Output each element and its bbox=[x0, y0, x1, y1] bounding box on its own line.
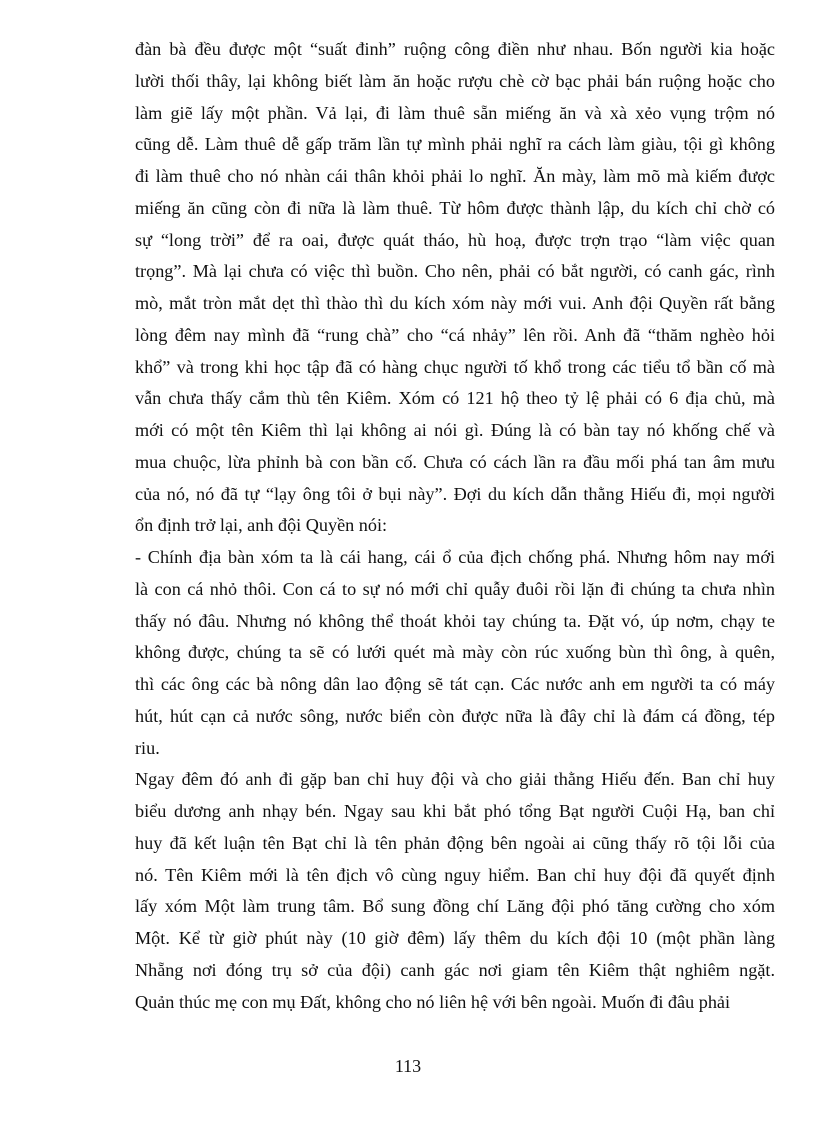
text-line: - Chính địa bàn xóm ta là cái hang, cái ổ của địch chống phá. Nhưng hôm nay mới bbox=[135, 547, 775, 567]
text-line: làm giẽ lấy một phần. Vả lại, đi làm thuê sẵn miếng ăn và xà xẻo vụng trộm nó bbox=[135, 102, 775, 123]
text-line: Nhẵng nơi đóng trụ sở của đội) canh gác nơi giam tên Kiêm thật nghiêm ngặt. bbox=[135, 959, 775, 980]
text-line: nó. Tên Kiêm mới là tên địch vô cùng nguy hiểm. Ban chỉ huy đội đã quyết định bbox=[135, 864, 775, 885]
text-line: mò, mắt tròn mắt dẹt thì thào thì du kích xóm này mới vui. Anh đội Quyền rất bằng bbox=[135, 293, 775, 313]
text-line: huy đã kết luận tên Bạt chỉ là tên phản động bên ngoài ai cũng thấy rõ tội lỗi của bbox=[135, 832, 775, 853]
text-line: đàn bà đều được một “suất đinh” ruộng công điền như nhau. Bốn người kia hoặc bbox=[135, 39, 775, 59]
text-line: riu. bbox=[135, 737, 160, 758]
text-line: sự “long trời” để ra oai, được quát tháo, hù hoạ, được trợn trạo “làm việc quan bbox=[135, 229, 775, 250]
text-line: là con cá nhỏ thôi. Con cá to sự nó mới chỉ quẫy đuôi rồi lặn đi chúng ta chưa nhìn bbox=[135, 578, 775, 599]
text-line: không được, chúng ta sẽ có lưới quét mà mày còn rúc xuống bùn thì ông, à quên, bbox=[135, 642, 775, 663]
text-line: cũng dễ. Làm thuê dễ gấp trăm lần tự mình phải nghĩ ra cách làm giàu, tội gì không bbox=[135, 134, 775, 155]
text-line: đi làm thuê cho nó nhàn cái thân khỏi phải lo nghĩ. Ăn mày, làm mõ mà kiếm được bbox=[135, 166, 775, 186]
text-line: vẫn chưa thấy cắm thù tên Kiêm. Xóm có 121 hộ theo tỷ lệ phải có 6 địa chủ, mà bbox=[135, 388, 775, 409]
page-number: 113 bbox=[394, 1056, 422, 1076]
text-line: Quản thúc mẹ con mụ Đất, không cho nó liên hệ với bên ngoài. Muốn đi đâu phải bbox=[135, 991, 731, 1012]
text-line: lười thối thây, lại không biết làm ăn hoặc rượu chè cờ bạc phải bán ruộng hoặc cho bbox=[135, 70, 775, 91]
text-line: khổ” và trong khi học tập đã có hàng chục người tố khổ trong các tiểu tổ bần cố mà bbox=[135, 356, 775, 377]
text-line: biểu dương anh nhạy bén. Ngay sau khi bắt phó tổng Bạt người Cuội Hạ, ban chỉ bbox=[135, 801, 775, 821]
text-line: của nó, nó đã tự “lạy ông tôi ở bụi này”. Đợi du kích dẫn thằng Hiếu đi, mọi người bbox=[135, 483, 775, 504]
text-line: lấy xóm Một làm trung tâm. Bổ sung đồng chí Lăng đội phó tăng cường cho xóm bbox=[135, 896, 775, 917]
text-line: lòng đêm nay mình đã “rung chà” cho “cá nhảy” lên rồi. Anh đã “thăm nghèo hỏi bbox=[135, 324, 775, 345]
text-line: trọng”. Mà lại chưa có việc thì buồn. Cho nên, phải có bắt người, có canh gác, rình bbox=[135, 261, 775, 282]
text-line: mua chuộc, lừa phỉnh bà con bần cố. Chưa có cách lần ra đầu mối phá tan âm mưu bbox=[135, 451, 775, 472]
text-line: mới có một tên Kiêm thì lại không ai nói gì. Đúng là có bàn tay nó khống chế và bbox=[135, 420, 775, 440]
text-line: thấy nó đâu. Nhưng nó không thể thoát khỏi tay chúng ta. Đặt vó, úp nơm, chạy te bbox=[135, 610, 775, 631]
text-line: ổn định trở lại, anh đội Quyền nói: bbox=[135, 515, 388, 536]
text-line: Một. Kể từ giờ phút này (10 giờ đêm) lấy thêm du kích đội 10 (một phần làng bbox=[135, 928, 775, 948]
text-line: hút, hút cạn cả nước sông, nước biển còn được nữa là đây chỉ là đám cá đồng, tép bbox=[135, 705, 775, 726]
text-line: miếng ăn cũng còn đi nữa là làm thuê. Từ hôm được thành lập, du kích chỉ chờ có bbox=[135, 197, 775, 218]
text-line: Ngay đêm đó anh đi gặp ban chỉ huy đội và cho giải thằng Hiếu đến. Ban chỉ huy bbox=[135, 769, 775, 790]
text-line: thì các ông các bà nông dân lao động sẽ tát cạn. Các nước anh em người ta có máy bbox=[135, 674, 775, 694]
